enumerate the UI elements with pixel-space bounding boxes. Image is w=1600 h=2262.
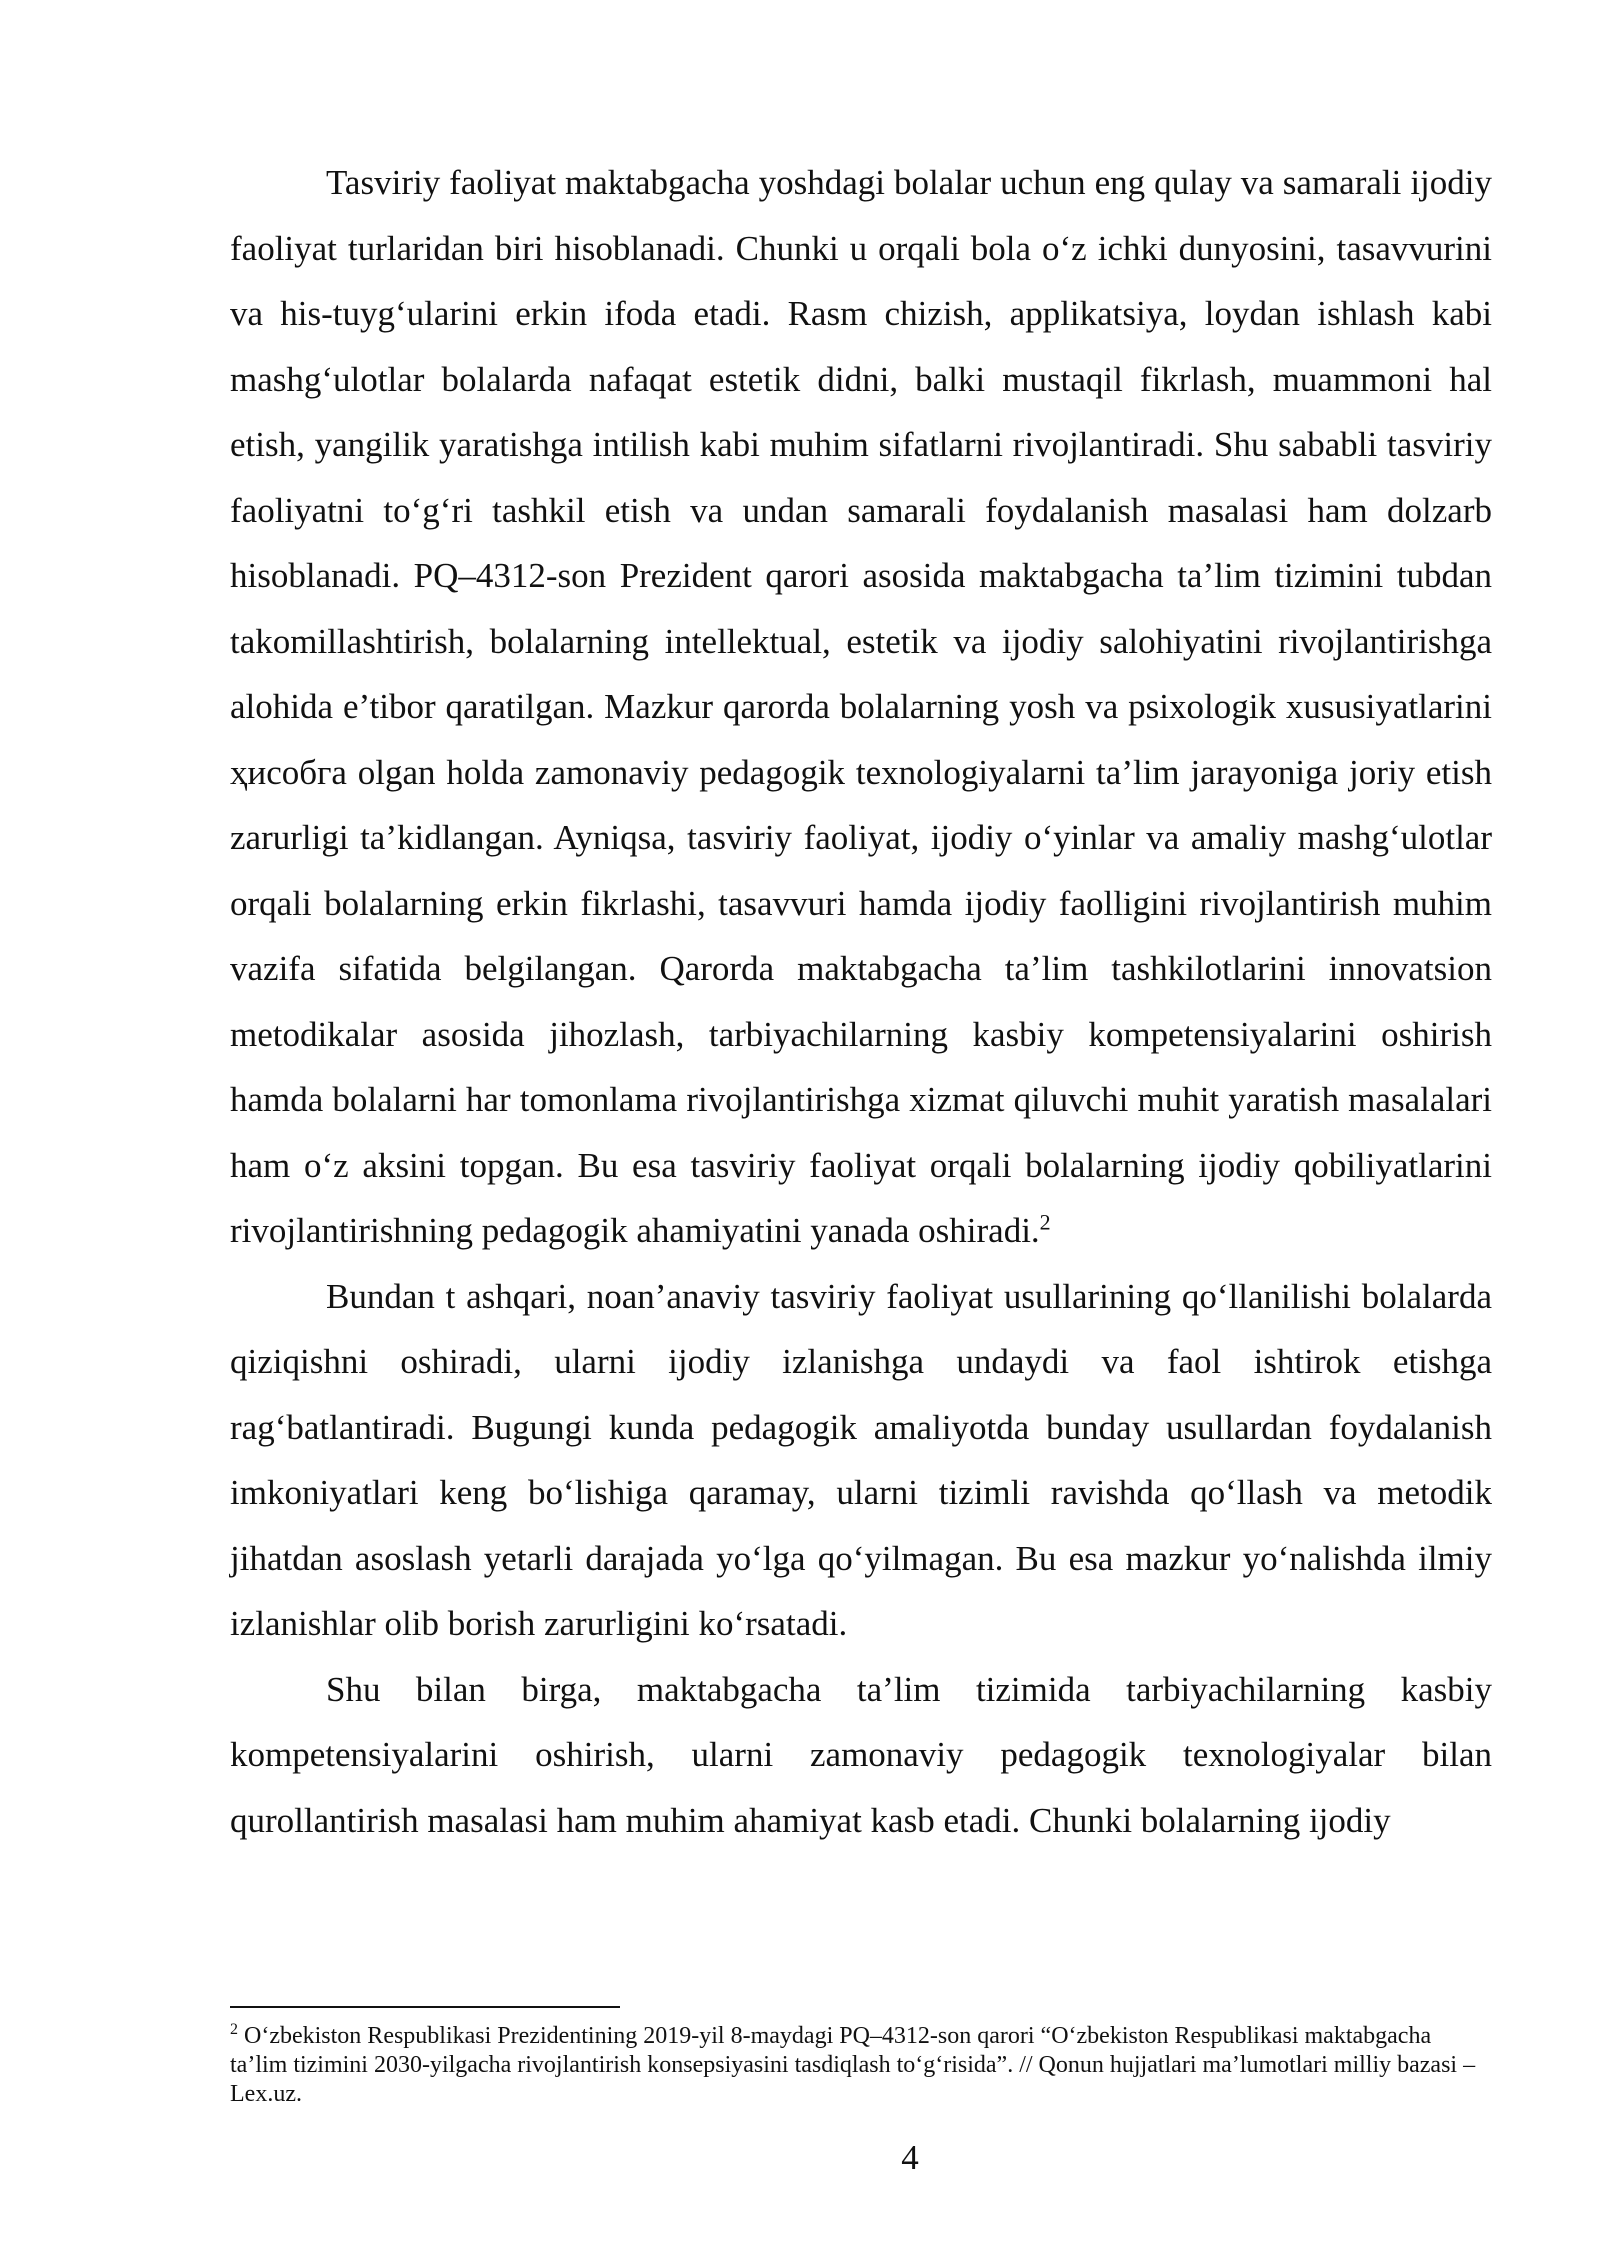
paragraph-3-text: Shu bilan birga, maktabgacha ta’lim tizimida tarbiyachilarning kasbiy kompetensiyalarini oshirish, ularni zamonaviy pedagogik texnologiyalar bilan qurollantirish masalasi ham muhim ahamiyat kasb etadi. Chunki bolalarning ijodiy [230,1669,1492,1840]
paragraph-2-text: Bundan t ashqari, noan’anaviy tasviriy faoliyat usullarining qo‘llanilishi bolalarda qiziqishni oshiradi, ularni ijodiy izlanishga undaydi va faol ishtirok etishga rag‘batlantiradi. Bugungi kunda pedagogik amaliyotda bunday usullardan foydalanish imkoniyatlari keng bo‘lishiga qaramay, ularni tizimli ravishda qo‘llash va metodik jihatdan asoslash yetarli darajada yo‘lga qo‘yilmagan. Bu esa mazkur yo‘nalishda ilmiy izlanishlar olib borish zarurligini ko‘rsatadi. [230,1276,1492,1643]
footnote [230,2022,1492,2109]
body-text [230,150,1492,1853]
paragraph-1-text: Tasviriy faoliyat maktabgacha yoshdagi bolalar uchun eng qulay va samarali ijodiy faoliyat turlaridan biri hisoblanadi. Chunki u orqali bola o‘z ichki dunyosini, tasavvurini va his-tuyg‘ularini erkin ifoda etadi. Rasm chizish, applikatsiya, loydan ishlash kabi mashg‘ulotlar bolalarda nafaqat estetik didni, balki mustaqil fikrlash, muammoni hal etish, yangilik yaratishga intilish kabi muhim sifatlarni rivojlantiradi. Shu sababli tasviriy faoliyatni to‘g‘ri tashkil etish va undan samarali foydalanish masalasi ham dolzarb hisoblanadi. PQ–4312-son Prezident qarori asosida maktabgacha ta’lim tizimini tubdan takomillashtirish, bolalarning intellektual, estetik va ijodiy salohiyatini rivojlantirishga alohida e’tibor qaratilgan. Mazkur qarorda bolalarning yosh va psixologik xususiyatlarini ҳисобга olgan holda zamonaviy pedagogik texnologiyalarni ta’lim jarayoniga joriy etish zarurligi ta’kidlangan. Ayniqsa, tasviriy faoliyat, ijodiy o‘yinlar va amaliy mashg‘ulotlar orqali bolalarning erkin fikrlashi, tasavvuri hamda ijodiy faolligini rivojlantirish muhim vazifa sifatida belgilangan. Qarorda maktabgacha ta’lim tashkilotlarini innovatsion metodikalar asosida jihozlash, tarbiyachilarning kasbiy kompetensiyalarini oshirish hamda bolalarni har tomonlama rivojlantirishga xizmat qiluvchi muhit yaratish masalalari ham o‘z aksini topgan. Bu esa tasviriy faoliyat orqali bolalarning ijodiy qobiliyatlarini rivojlantirishning pedagogik ahamiyatini yanada oshiradi. [230,163,1492,1250]
paragraph-3 [230,1657,1492,1854]
page-number: 4 [901,2138,919,2177]
paragraph-1 [230,150,1492,1264]
footnote-separator [230,2006,620,2008]
footnote-reference: 2 [1039,1209,1051,1235]
footnote-mark: 2 [230,2021,238,2038]
footnote-text: O‘zbekiston Respublikasi Prezidentining 2019-yil 8-maydagi PQ–4312-son qarori “O‘zbekiston Respublikasi maktabgacha ta’lim tizimini 2030-yilgacha rivojlantirish konsepsiyasini tasdiqlash to‘g‘risida”. // Qonun hujjatlari ma’lumotlari milliy bazasi – Lex.uz. [230,2023,1476,2107]
paragraph-2 [230,1264,1492,1657]
